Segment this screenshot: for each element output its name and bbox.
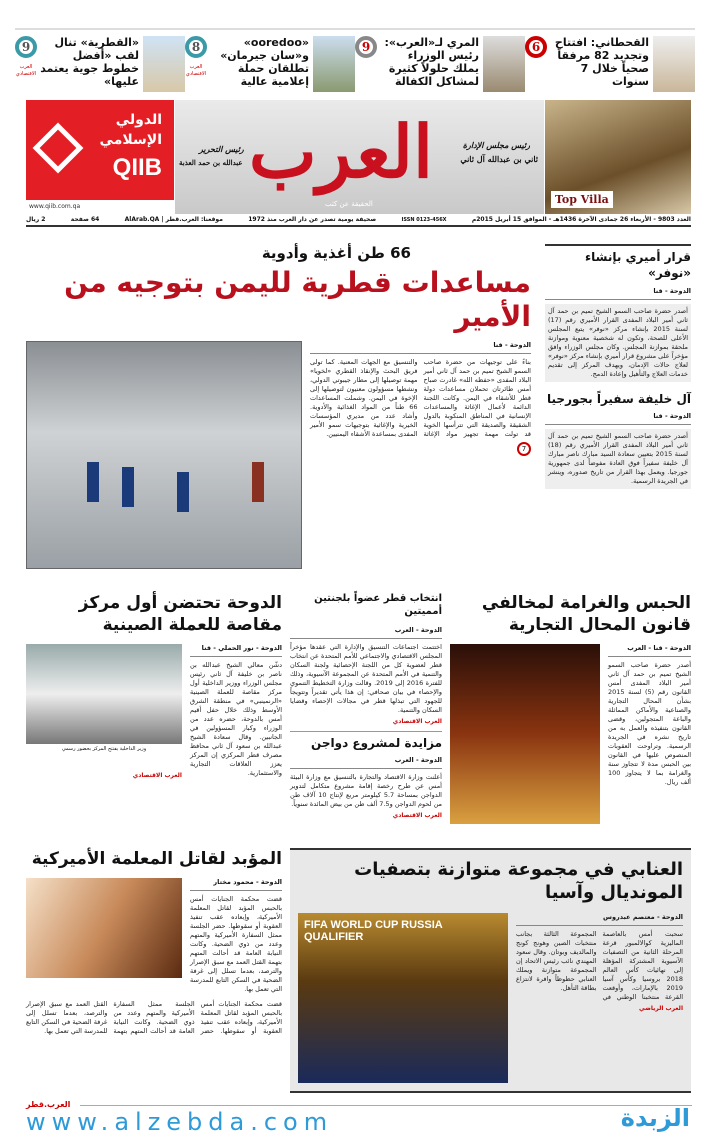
story-title[interactable]: الدوحة تحتضن أول مركز مقاصة للعملة الصينية	[78, 593, 282, 636]
more-page-pin-icon[interactable]: 7	[517, 442, 531, 456]
brief-byline: الدوحة - قنا	[545, 412, 691, 425]
qiib-ad[interactable]	[26, 100, 174, 214]
teaser-3[interactable]	[185, 28, 355, 96]
story-byline: الدوحة - العرب	[290, 756, 442, 769]
section-label: العرب الرياضي	[639, 1004, 683, 1012]
teaser-text: القحطاني: افتتاح وتجديد 82 مرفقاً صحياً خلال 7 سنوات	[554, 36, 649, 88]
story-body: أعلنت وزارة الاقتصاد والتجارة بالتنسيق مع وزارة البيئة أمس عن طرح رخصة إقامة مشروع متكامل لتدوير الدواجن بمساحة 5.7 كيلومتر مربع لإنتاج 10 آلاف طن من لحوم الدواجن و7.5 ألف طن من بيض المائدة سنوياً.	[290, 772, 442, 808]
lead-photo	[26, 341, 302, 569]
masthead	[175, 100, 544, 214]
story-body: دشّن معالي الشيخ عبدالله بن ناصر بن خليفة آل ثاني رئيس مجلس الوزراء ووزير الداخلية أول مركز مقاصة للعملة الصينية «الرنمينبي» في منطقة الشرق الأوسط وذلك خلال حفل أقيم أمس بالدوحة، حضره عدد من الوزراء وكبار المسؤولين في الجانبين. وقال سعادة الشيخ عبدالله بن سعود آل ثاني محافظ مصرف قطر المركزي إن المركز يعزز العلاقات التجارية والاستثمارية.	[190, 661, 282, 778]
section-label: العرب الاقتصادي	[392, 718, 442, 725]
briefs-column	[545, 244, 691, 489]
issn: ISSN 0123-456X	[401, 216, 447, 223]
story-photo	[450, 644, 600, 824]
brief-body: أصدر حضرة صاحب السمو الشيخ تميم بن حمد آل ثاني أمير البلاد المفدى القرار الأميري رقم (17) لسنة 2015 بإنشاء مركز «نوفر» يتبع المجلس الأعلى للصحة، وتكون له شخصية معنوية وموازنة ملحقة بموازنة المجلس. وكان مجلس الوزراء وافق مؤخراً على مشروع قرار أميري بإنشاء مركز «نوفر» لعلاج حالات الإدمان، ويهدف المركز إلى تقديم خدمات العلاج والتأهيل وإعادة الدمج.	[545, 304, 691, 382]
footer-tag: العرب.قطر	[26, 1100, 71, 1109]
qiib-name-en: QIIB	[112, 154, 162, 181]
website[interactable]: موقعنا: العرب.قطر | AlArab.QA	[124, 216, 223, 223]
qiib-url: www.qiib.com.qa	[26, 200, 174, 214]
dateline	[26, 216, 691, 227]
story-byline: الدوحة - نور الحملي - قنا	[190, 644, 282, 657]
story-court	[26, 848, 282, 1036]
story-yuan	[26, 592, 282, 779]
story-byline: الدوحة - العرب	[290, 626, 442, 639]
brief-title[interactable]: آل خليفة سفيراً بجورجيا	[547, 392, 691, 407]
qiib-name-ar: الدولي	[115, 112, 162, 128]
editor-title: رئيس التحرير	[199, 144, 244, 154]
sports-box	[290, 848, 691, 1093]
chairman-title: رئيس مجلس الإدارة	[462, 140, 530, 150]
brief-title[interactable]: قرار أميري بإنشاء «نوفر»	[545, 244, 691, 281]
teaser-photo	[143, 36, 185, 92]
price: 2 ريال	[26, 216, 46, 223]
motto: صحيفة يومية تصدر عن دار العرب منذ 1972	[248, 216, 377, 223]
teaser-2[interactable]	[355, 28, 525, 96]
story-un	[290, 592, 442, 819]
brief-byline: الدوحة - قنا	[545, 287, 691, 300]
editor-name: عبدالله بن حمد العذبة	[179, 158, 243, 167]
section-label: العرب الاقتصادي	[132, 772, 182, 780]
lead-text	[310, 341, 531, 456]
qiib-name-ar-2: الإسلامي	[99, 132, 162, 148]
story-body: اختتمت اجتماعات التنسيق والإدارة التي عقدها مؤخراً المجلس الاقتصادي والاجتماعي للأمم المتحدة عن انتخاب قطر لعضوية كل من اللجنة الإحصائية ولجنة السكان والتنمية في الأمم المتحدة عن المجموعة الآسيوية، وذلك للفترة 2016 إلى 2019. وقالت وزارة التخطيط التنموي والإحصاء في بيان صحافي: إن هذا يأتي تقديراً وتتويجاً للجهود التي تبذلها قطر في مجالات الإحصاء وقضايا السكان والتنمية.	[290, 643, 442, 714]
story-photo	[26, 644, 182, 744]
lead-byline: الدوحة - قنا	[310, 341, 531, 354]
qiib-logo-icon	[33, 123, 84, 174]
teaser-photo	[483, 36, 525, 92]
page-pin-icon: 9	[15, 36, 37, 58]
story-body: سحبت أمس بالعاصمة الماليزية كوالالمبور قرعة المرحلة الثانية من التصفيات الآسيوية المشتركة المؤهلة إلى نهائيات كأس العالم 2018 بروسيا وكأس آسيا 2019 بالإمارات، وأوقعت القرعة منتخبنا الوطني في المجموعة الثالثة بجانب منتخبات الصين وهونج كونج والمالديف وبوتان. وقال سعود المهندي نائب رئيس الاتحاد إن المجموعة متوازنة ويملك العنابي حظوظاً وافرة لانتزاع بطاقة التأهل.	[516, 929, 683, 1001]
section-label: العرب الاقتصادي	[185, 64, 207, 77]
story-title[interactable]: العنابي في مجموعة متوازنة بتصفيات المونديال وآسيا	[354, 859, 683, 904]
story-title[interactable]: الحبس والغرامة لمخالفي قانون المحال التجارية	[481, 593, 691, 636]
teaser-photo	[653, 36, 695, 92]
story-body: أصدر حضرة صاحب السمو الشيخ تميم بن حمد آل ثاني أمير البلاد المفدى أمس القانون رقم (5) لسنة 2015 بشأن المحال التجارية والصناعية والأماكن المماثلة والباعة المتجولين، وقضى القانون بتنفيذه والعمل به من تاريخ نشره في الجريدة الرسمية. وتراوحت العقوبات المنصوص عليها في القانون بين الحبس مدة لا تتجاوز سنة والغرامة بما لا يتجاوز 100 ألف ريال.	[608, 661, 691, 787]
newspaper-logo: العرب	[248, 109, 433, 194]
story-byline: الدوحة - قنا - العرب	[608, 644, 691, 657]
lead-story	[26, 244, 531, 569]
section-label: العرب الاقتصادي	[15, 64, 37, 77]
story-title[interactable]: مزايدة لمشروع دواجن	[311, 736, 442, 750]
story-title[interactable]: انتخاب قطر عضواً بلجنتين أمميتين	[314, 593, 442, 617]
photo-text: FIFA WORLD CUP RUSSIA QUALIFIER	[304, 918, 443, 943]
top-villa-ad[interactable]	[545, 100, 691, 214]
top-villa-logo: Top Villa	[551, 191, 613, 208]
footer-rule	[80, 1105, 692, 1106]
lead-body: بناءً على توجيهات من حضرة صاحب السمو الشيخ تميم بن حمد آل ثاني أمير البلاد المفدى «حفظه الله» غادرت صباح أمس طائرتان تحملان مساعدات دولة قطر للأشقاء في اليمن. وكانت اللجنة الدائمة لأعمال الإغاثة والمساعدات الإنسانية في المناطق المنكوبة بالدول الشقيقة والصديقة التي تترأسها الخوية قد تولت مهمة تجهيز مواد الإغاثة والتنسيق مع الجهات المعنية. كما تولى فريق البحث والإنقاذ القطري «لخويا» مهمة توصيلها إلى مطار جيبوتي الدولي، ونشطها مسؤولون معنيون لتوصيلها إلى الإخوة في اليمن. وشملت المساعدات 66 طناً من المواد الغذائية والأدوية. وأشاد عدد من مديري المؤسسات الخيرية والإغاثية بتوجيهات سمو الأمير المفدى بمساعدة الأشقاء اليمنيين.	[310, 358, 531, 439]
teaser-text: «ooredoo» و«سان جيرمان» تطلقان حملة إعلامية عالية	[220, 36, 309, 88]
teaser-1[interactable]	[525, 28, 695, 96]
teaser-4[interactable]	[15, 28, 185, 96]
photo-caption: وزير الداخلية يفتتح المركز بحضور رسمي	[61, 746, 147, 753]
footer-site[interactable]: www.alzebda.com	[26, 1108, 334, 1136]
lead-headline[interactable]: مساعدات قطرية لليمن بتوجيه من الأمير	[64, 266, 531, 333]
story-body-cont: قضت محكمة الجنايات أمس بالحبس المؤبد لقاتل المعلمة الأميركية، وإبعاده عقب تنفيذ العقوبة أو سقوطها. حضر الجلسة ممثل السفارة الأميركية والمتهم وعدد من ذوي الضحية. وكانت النيابة العامة قد أحالت المتهم بتهمة القتل العمد مع سبق الإصرار والترصد، بعدما تسلل إلى غرفة الضحية في السكن التابع للمدرسة التي تعمل بها.	[26, 1000, 282, 1036]
tagline: الحقيقة عن كثب	[325, 200, 373, 208]
issue-info: العدد 9803 - الأربعاء 26 جمادى الآخرة 1436هـ - الموافق 15 أبريل 2015م	[471, 216, 691, 223]
page-count: 64 صفحة	[70, 216, 100, 223]
footer-logo: الزبدة	[620, 1104, 690, 1132]
brief-body: أصدر حضرة صاحب السمو الشيخ تميم بن حمد آل ثاني أمير البلاد المفدى القرار الأميري رقم (18) لسنة 2015 بتعيين سعادة السيد مبارك ناصر مبارك آل خليفة سفيراً فوق العادة مفوضاً لدى جمهورية جورجيا. ويعمل بهذا القرار من تاريخ صدوره، وينشر في الجريدة الرسمية.	[545, 429, 691, 489]
teaser-photo	[313, 36, 355, 92]
story-byline: الدوحة - معتصم عبدروس	[516, 913, 683, 926]
story-photo	[26, 878, 182, 978]
story-body: قضت محكمة الجنايات أمس بالحبس المؤبد لقاتل المعلمة الأميركية، وإبعاده عقب تنفيذ العقوبة أو سقوطها. حضر الجلسة ممثل السفارة الأميركية والمتهم وعدد من ذوي الضحية. وكانت النيابة العامة قد أحالت المتهم بتهمة القتل العمد مع سبق الإصرار والترصد، بعدما تسلل إلى غرفة الضحية في السكن التابع للمدرسة التي تعمل بها.	[190, 895, 282, 994]
teaser-text: المري لـ«العرب»: رئيس الوزراء يملك حلولاً كثيرة لمشاكل الكفالة	[384, 36, 479, 88]
page-pin-icon: 6	[525, 36, 547, 58]
chairman-name: ثاني بن عبدالله آل ثاني	[460, 154, 538, 164]
page-pin-icon: 8	[185, 36, 207, 58]
section-label: العرب الاقتصادي	[392, 811, 442, 819]
story-commercial	[450, 592, 691, 824]
story-poultry	[290, 731, 442, 819]
teaser-text: «القطرية» تنال لقب «أفضل خطوط جوية يعتمد عليها»	[40, 36, 139, 88]
page-pin-icon: 9	[355, 36, 377, 58]
lead-kicker: 66 طن أغذية وأدوية	[261, 244, 411, 262]
story-title[interactable]: المؤبد لقاتل المعلمة الأميركية	[31, 849, 282, 869]
story-photo	[298, 913, 508, 1083]
story-byline: الدوحة - محمود مختار	[190, 878, 282, 891]
